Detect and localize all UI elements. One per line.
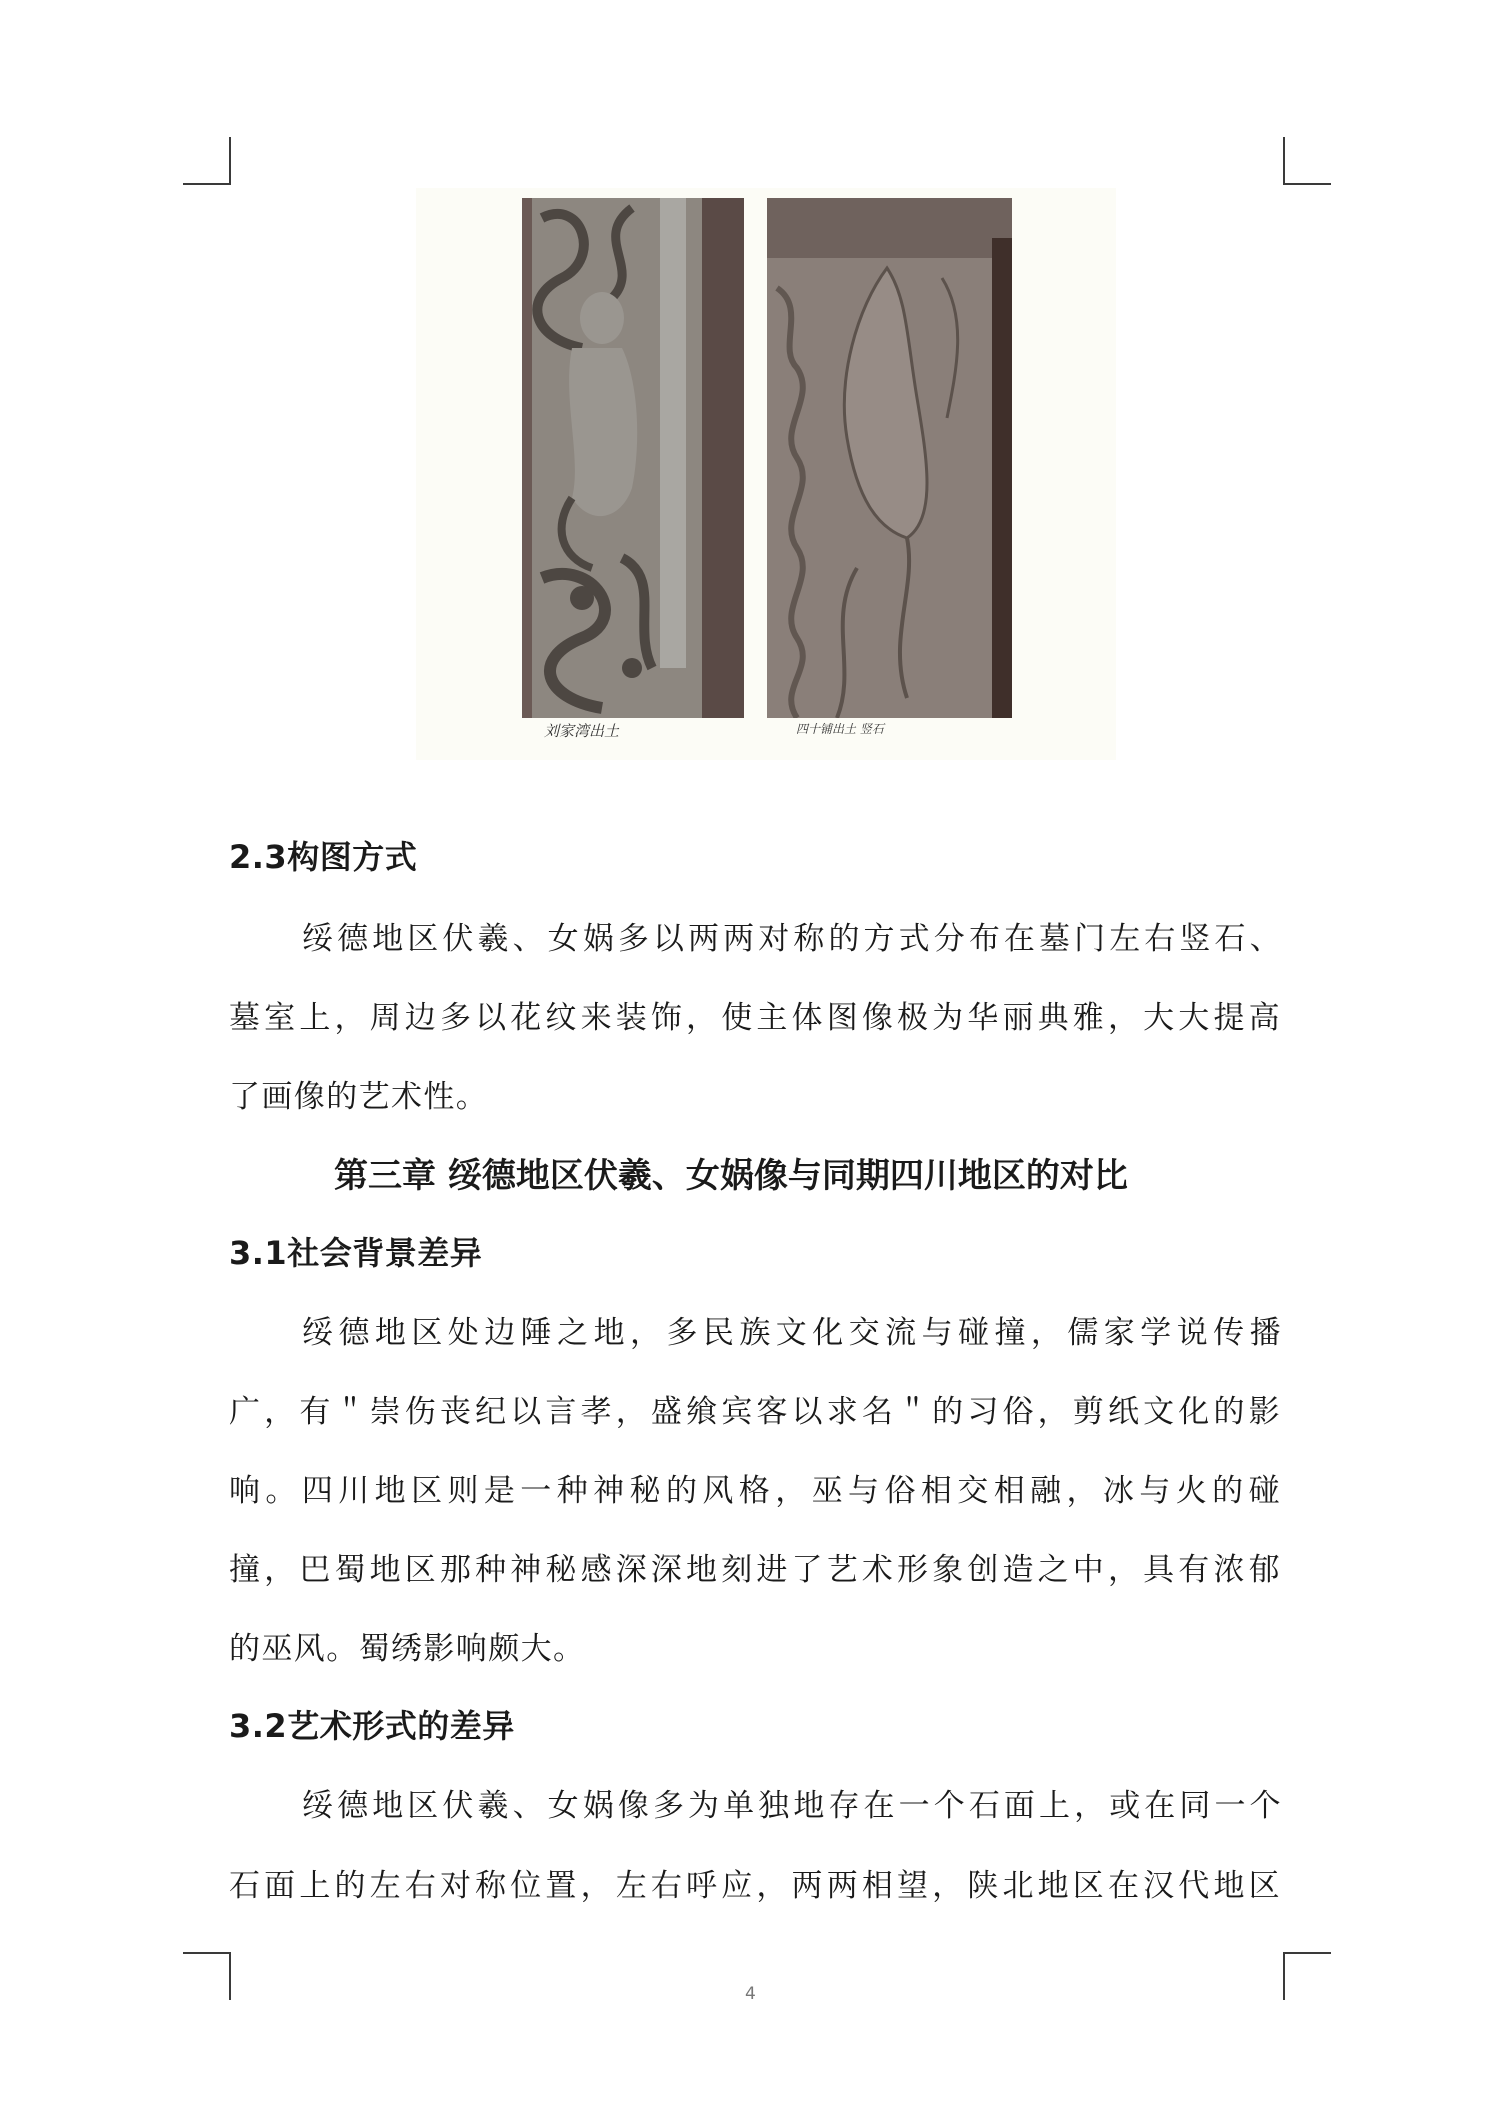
paragraph-line: 绥德地区伏羲、女娲多以两两对称的方式分布在墓门左右竖石、	[302, 921, 1282, 957]
section-2-3-heading: 2.3构图方式	[229, 838, 418, 876]
relief-photo-left	[522, 198, 744, 718]
paragraph-line: 绥德地区处边陲之地，多民族文化交流与碰撞，儒家学说传播	[302, 1315, 1282, 1351]
relief-photo-right	[767, 198, 1012, 718]
right-photo-caption: 四十铺出土 竖石	[796, 722, 884, 736]
paragraph-line: 绥德地区伏羲、女娲像多为单独地存在一个石面上，或在同一个	[302, 1788, 1282, 1824]
page-number: 4	[745, 1984, 756, 2004]
left-photo-caption: 刘家湾出土	[544, 722, 620, 740]
section-3-1-heading: 3.1社会背景差异	[229, 1234, 483, 1272]
paragraph-line: 墓室上，周边多以花纹来装饰，使主体图像极为华丽典雅，大大提高	[229, 1000, 1281, 1036]
crop-mark-bottom-left	[183, 1952, 231, 2000]
paragraph-line: 了画像的艺术性。	[229, 1079, 489, 1115]
crop-mark-top-right	[1283, 137, 1331, 185]
paragraph-line: 响。四川地区则是一种神秘的风格，巫与俗相交相融，冰与火的碰	[229, 1473, 1281, 1509]
crop-mark-bottom-right	[1283, 1952, 1331, 2000]
section-3-2-heading: 3.2艺术形式的差异	[229, 1707, 515, 1745]
paragraph-line: 的巫风。蜀绣影响颇大。	[229, 1631, 586, 1667]
paragraph-line: 撞，巴蜀地区那种神秘感深深地刻进了艺术形象创造之中，具有浓郁	[229, 1552, 1281, 1588]
crop-mark-top-left	[183, 137, 231, 185]
relief-photo-figure	[416, 188, 1116, 760]
chapter-3-title: 第三章 绥德地区伏羲、女娲像与同期四川地区的对比	[334, 1156, 1128, 1196]
paragraph-line: 石面上的左右对称位置，左右呼应，两两相望，陕北地区在汉代地区	[229, 1868, 1281, 1904]
paragraph-line: 广，有＂崇伤丧纪以言孝，盛飨宾客以求名＂的习俗，剪纸文化的影	[229, 1394, 1281, 1430]
